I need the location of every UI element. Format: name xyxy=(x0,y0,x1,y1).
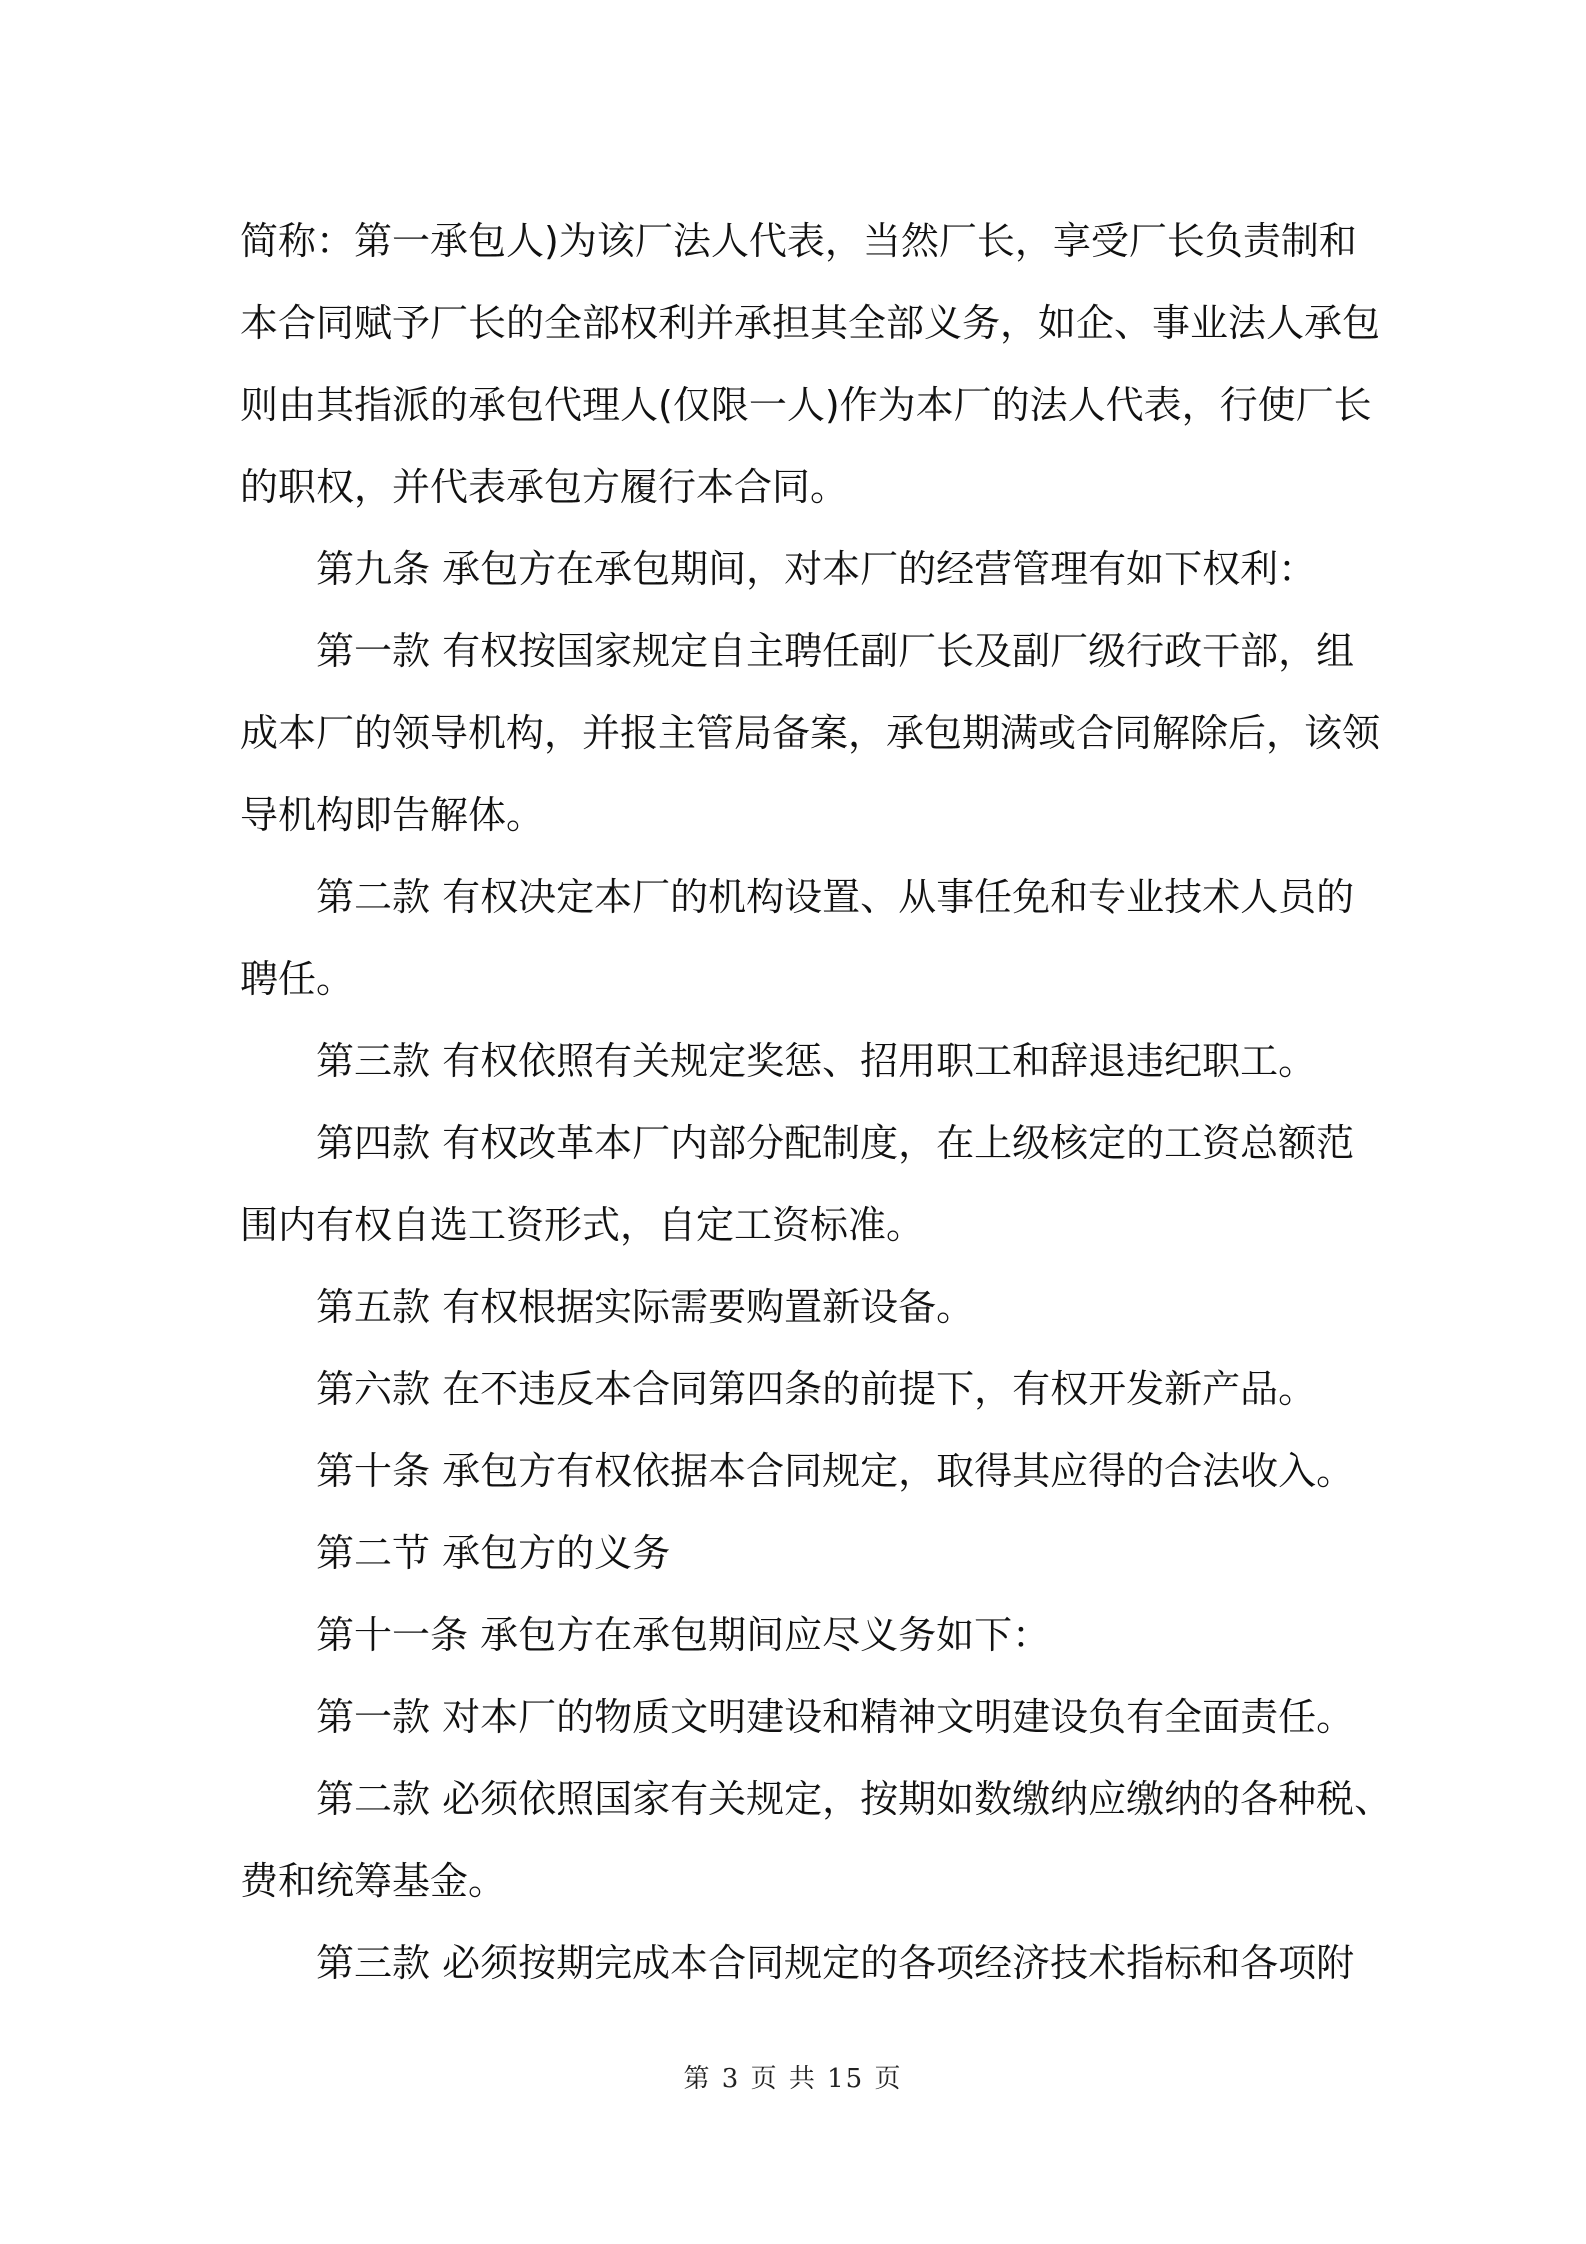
clause-line: 第三款 必须按期完成本合同规定的各项经济技术指标和各项附 xyxy=(316,1941,1355,1985)
text-line: 则由其指派的承包代理人(仅限一人)作为本厂的法人代表，行使厂长 xyxy=(240,383,1372,427)
clause-line: 第二款 有权决定本厂的机构设置、从事任免和专业技术人员的 xyxy=(316,875,1355,919)
clause-line: 第四款 有权改革本厂内部分配制度，在上级核定的工资总额范 xyxy=(316,1121,1355,1165)
article-10-heading: 第十条 承包方有权依据本合同规定，取得其应得的合法收入。 xyxy=(316,1449,1355,1493)
contract-body-text xyxy=(240,200,1393,2004)
clause-line: 第一款 对本厂的物质文明建设和精神文明建设负有全面责任。 xyxy=(316,1695,1355,1739)
clause-line: 第一款 有权按国家规定自主聘任副厂长及副厂级行政干部，组 xyxy=(316,629,1355,673)
page-number-footer: 第 3 页 共 15 页 xyxy=(683,2064,903,2094)
article-9-heading: 第九条 承包方在承包期间，对本厂的经营管理有如下权利： xyxy=(316,547,1317,591)
text-line: 导机构即告解体。 xyxy=(240,793,545,837)
text-line: 简称：第一承包人)为该厂法人代表，当然厂长，享受厂长负责制和 xyxy=(240,219,1357,263)
clause-line: 第六款 在不违反本合同第四条的前提下，有权开发新产品。 xyxy=(316,1367,1317,1411)
text-line: 聘任。 xyxy=(240,957,355,1001)
clause-line: 第五款 有权根据实际需要购置新设备。 xyxy=(316,1285,975,1329)
section-2-heading: 第二节 承包方的义务 xyxy=(316,1531,671,1575)
text-line: 成本厂的领导机构，并报主管局备案，承包期满或合同解除后，该领 xyxy=(240,711,1381,755)
article-11-heading: 第十一条 承包方在承包期间应尽义务如下： xyxy=(316,1613,1051,1657)
clause-line: 第三款 有权依照有关规定奖惩、招用职工和辞退违纪职工。 xyxy=(316,1039,1317,1083)
text-line: 费和统筹基金。 xyxy=(240,1859,507,1903)
text-line: 本合同赋予厂长的全部权利并承担其全部义务，如企、事业法人承包 xyxy=(240,301,1381,345)
text-line: 围内有权自选工资形式，自定工资标准。 xyxy=(240,1203,925,1247)
text-line: 的职权，并代表承包方履行本合同。 xyxy=(240,465,849,509)
clause-line: 第二款 必须依照国家有关规定，按期如数缴纳应缴纳的各种税、 xyxy=(316,1777,1393,1821)
